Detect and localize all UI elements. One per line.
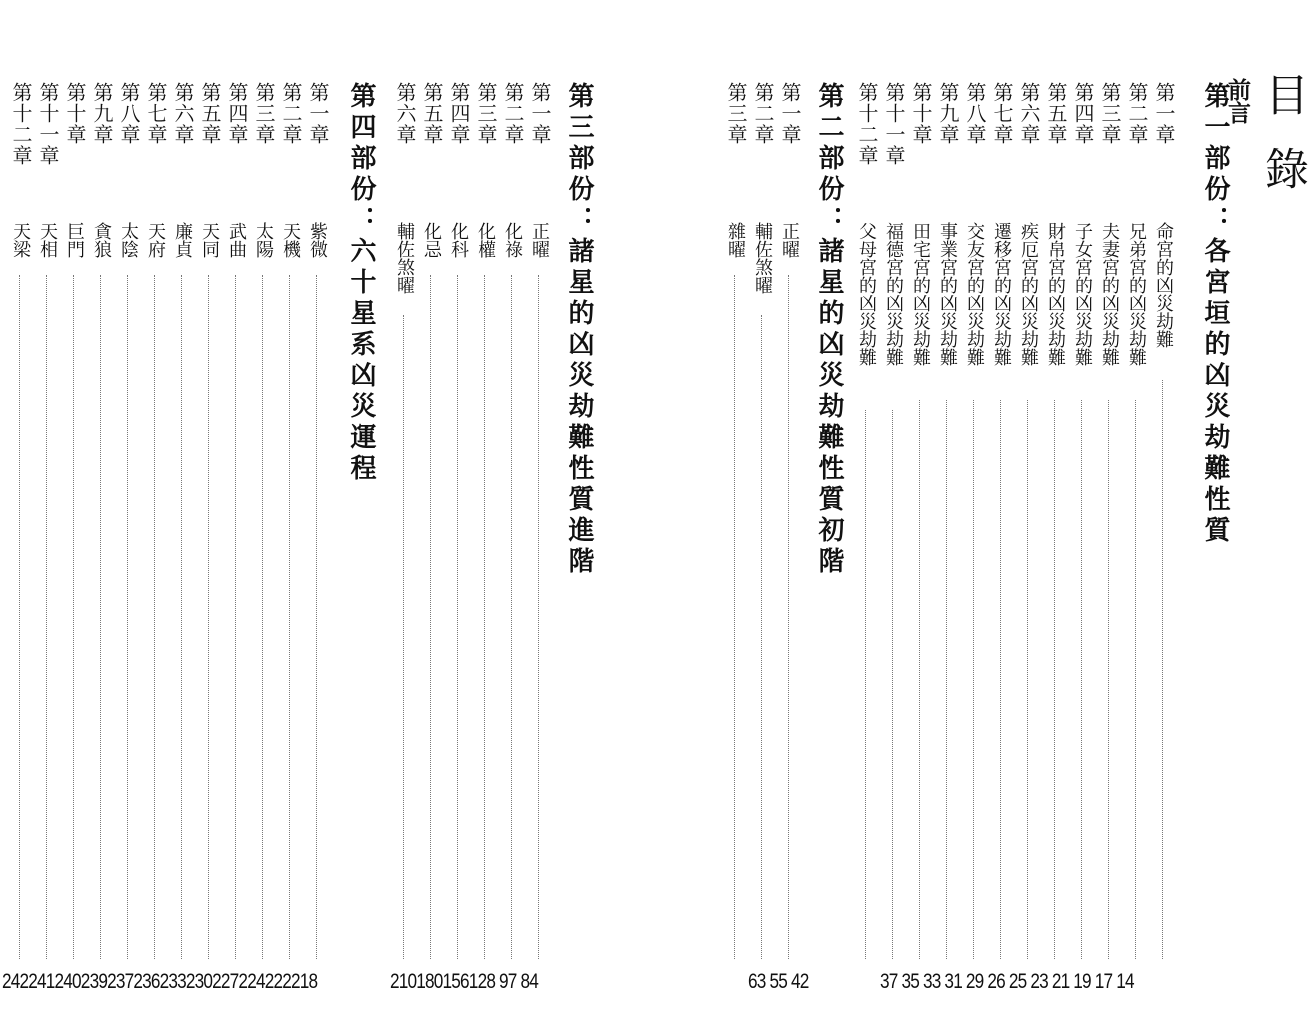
dot-leader — [208, 275, 209, 959]
chapter-number: 第七章 — [144, 82, 168, 145]
dot-leader — [484, 275, 485, 959]
chapter-title: 事業宮的凶災劫難 — [937, 222, 958, 366]
toc-entry[interactable] — [248, 0, 274, 1021]
toc-entry[interactable] — [416, 0, 442, 1021]
chapter-number: 第五章 — [1044, 82, 1068, 145]
toc-entry[interactable] — [1148, 0, 1174, 1021]
dot-leader — [235, 275, 236, 959]
chapter-number: 第三章 — [252, 82, 276, 145]
chapter-title: 巨門 — [64, 222, 85, 258]
chapter-title: 天府 — [145, 222, 166, 258]
toc-entry[interactable] — [167, 0, 193, 1021]
chapter-number: 第九章 — [936, 82, 960, 145]
dot-leader — [1108, 400, 1109, 959]
chapter-number: 第四章 — [225, 82, 249, 145]
chapter-number: 第十一章 — [882, 82, 906, 166]
dot-leader — [46, 275, 47, 959]
dot-leader — [538, 275, 539, 959]
chapter-number: 第五章 — [198, 82, 222, 145]
toc-entry[interactable] — [140, 0, 166, 1021]
toc-entry[interactable] — [194, 0, 220, 1021]
chapter-title: 正曜 — [779, 222, 800, 258]
chapter-title: 遷移宮的凶災劫難 — [991, 222, 1012, 366]
toc-entry[interactable] — [1094, 0, 1120, 1021]
page-numbers: 210180156128 97 84 — [390, 970, 539, 993]
chapter-number: 第三章 — [724, 82, 748, 145]
dot-leader — [919, 400, 920, 959]
dot-leader — [1000, 400, 1001, 959]
chapter-number: 第二章 — [1125, 82, 1149, 145]
dot-leader — [1027, 400, 1028, 959]
chapter-title: 天梁 — [10, 222, 31, 258]
chapter-number: 第四章 — [1071, 82, 1095, 145]
chapter-number: 第五章 — [420, 82, 444, 145]
chapter-title: 雜曜 — [725, 222, 746, 258]
toc-entry[interactable] — [1067, 0, 1093, 1021]
chapter-title: 化權 — [475, 222, 496, 258]
dot-leader — [154, 275, 155, 959]
chapter-title: 天相 — [37, 222, 58, 258]
chapter-title: 化科 — [448, 222, 469, 258]
dot-leader — [892, 410, 893, 959]
part-2-heading: 第二部份：諸星的凶災劫難性質初階 — [814, 82, 844, 578]
toc-entry[interactable] — [774, 0, 800, 1021]
chapter-number: 第八章 — [963, 82, 987, 145]
toc-entry[interactable] — [905, 0, 931, 1021]
chapter-number: 第八章 — [117, 82, 141, 145]
chapter-number: 第六章 — [1017, 82, 1041, 145]
dot-leader — [73, 275, 74, 959]
dot-leader — [316, 275, 317, 959]
chapter-number: 第一章 — [778, 82, 802, 145]
toc-entry[interactable] — [932, 0, 958, 1021]
chapter-title: 父母宮的凶災劫難 — [856, 222, 877, 366]
chapter-title: 太陰 — [118, 222, 139, 258]
chapter-title: 輔佐煞曜 — [752, 222, 773, 294]
toc-entry[interactable] — [497, 0, 523, 1021]
chapter-number: 第十章 — [63, 82, 87, 145]
chapter-title: 福德宮的凶災劫難 — [883, 222, 904, 366]
toc-entry[interactable] — [1121, 0, 1147, 1021]
dot-leader — [457, 275, 458, 959]
chapter-title: 夫妻宮的凶災劫難 — [1099, 222, 1120, 366]
toc-entry[interactable] — [524, 0, 550, 1021]
chapter-number: 第一章 — [306, 82, 330, 145]
dot-leader — [403, 315, 404, 959]
toc-entry[interactable] — [1013, 0, 1039, 1021]
dot-leader — [1162, 380, 1163, 959]
dot-leader — [511, 275, 512, 959]
toc-entry[interactable] — [959, 0, 985, 1021]
chapter-number: 第一章 — [528, 82, 552, 145]
dot-leader — [734, 275, 735, 959]
chapter-title: 天同 — [199, 222, 220, 258]
chapter-number: 第十二章 — [9, 82, 33, 166]
toc-entry[interactable] — [32, 0, 58, 1021]
page-numbers: 37 35 33 31 29 26 25 23 21 19 17 14 — [880, 970, 1134, 993]
toc-entry[interactable] — [470, 0, 496, 1021]
dot-leader — [788, 275, 789, 959]
dot-leader — [262, 275, 263, 959]
chapter-title: 紫微 — [307, 222, 328, 258]
chapter-title: 疾厄宮的凶災劫難 — [1018, 222, 1039, 366]
toc-entry[interactable] — [59, 0, 85, 1021]
part-3-heading: 第三部份：諸星的凶災劫難性質進階 — [564, 82, 594, 578]
part-1-heading: 第一部份：各宮垣的凶災劫難性質 — [1200, 82, 1230, 547]
chapter-number: 第一章 — [1152, 82, 1176, 145]
dot-leader — [127, 275, 128, 959]
chapter-number: 第二章 — [501, 82, 525, 145]
page-title: 目錄 — [1257, 72, 1308, 220]
page-numbers: 63 55 42 — [748, 970, 809, 993]
dot-leader — [865, 410, 866, 959]
chapter-title: 財帛宮的凶災劫難 — [1045, 222, 1066, 366]
toc-entry[interactable] — [221, 0, 247, 1021]
chapter-title: 輔佐煞曜 — [394, 222, 415, 294]
chapter-number: 第七章 — [990, 82, 1014, 145]
chapter-title: 天機 — [280, 222, 301, 258]
dot-leader — [1054, 400, 1055, 959]
toc-entry[interactable] — [389, 0, 415, 1021]
chapter-title: 太陽 — [253, 222, 274, 258]
chapter-number: 第九章 — [90, 82, 114, 145]
dot-leader — [289, 275, 290, 959]
chapter-number: 第三章 — [1098, 82, 1122, 145]
dot-leader — [100, 275, 101, 959]
chapter-title: 正曜 — [529, 222, 550, 258]
dot-leader — [181, 275, 182, 959]
chapter-title: 兄弟宮的凶災劫難 — [1126, 222, 1147, 366]
toc-entry[interactable] — [5, 0, 31, 1021]
chapter-number: 第二章 — [751, 82, 775, 145]
toc-entry[interactable] — [747, 0, 773, 1021]
chapter-title: 田宅宮的凶災劫難 — [910, 222, 931, 366]
dot-leader — [946, 400, 947, 959]
chapter-title: 武曲 — [226, 222, 247, 258]
dot-leader — [19, 275, 20, 959]
dot-leader — [1081, 400, 1082, 959]
toc-entry[interactable] — [720, 0, 746, 1021]
chapter-number: 第十一章 — [36, 82, 60, 166]
toc-entry[interactable] — [1040, 0, 1066, 1021]
chapter-number: 第十章 — [909, 82, 933, 145]
page-numbers: 242241240239237236233230227224222218 — [2, 970, 318, 993]
chapter-title: 廉貞 — [172, 222, 193, 258]
dot-leader — [973, 400, 974, 959]
preface-entry: 前言 — [1224, 78, 1250, 124]
dot-leader — [1135, 400, 1136, 959]
chapter-title: 交友宮的凶災劫難 — [964, 222, 985, 366]
chapter-number: 第四章 — [447, 82, 471, 145]
chapter-title: 化祿 — [502, 222, 523, 258]
toc-entry[interactable] — [86, 0, 112, 1021]
chapter-number: 第三章 — [474, 82, 498, 145]
toc-entry[interactable] — [443, 0, 469, 1021]
chapter-number: 第六章 — [171, 82, 195, 145]
dot-leader — [430, 275, 431, 959]
toc-entry[interactable] — [275, 0, 301, 1021]
toc-entry[interactable] — [986, 0, 1012, 1021]
chapter-title: 貪狼 — [91, 222, 112, 258]
part-4-heading: 第四部份：六十星系凶災運程 — [346, 82, 376, 485]
chapter-number: 第十二章 — [855, 82, 879, 166]
toc-entry[interactable] — [113, 0, 139, 1021]
chapter-number: 第六章 — [393, 82, 417, 145]
toc-entry[interactable] — [302, 0, 328, 1021]
chapter-title: 命宮的凶災劫難 — [1153, 222, 1174, 348]
chapter-title: 子女宮的凶災劫難 — [1072, 222, 1093, 366]
chapter-number: 第二章 — [279, 82, 303, 145]
dot-leader — [761, 315, 762, 959]
toc-entry[interactable] — [851, 0, 877, 1021]
chapter-title: 化忌 — [421, 222, 442, 258]
toc-entry[interactable] — [878, 0, 904, 1021]
